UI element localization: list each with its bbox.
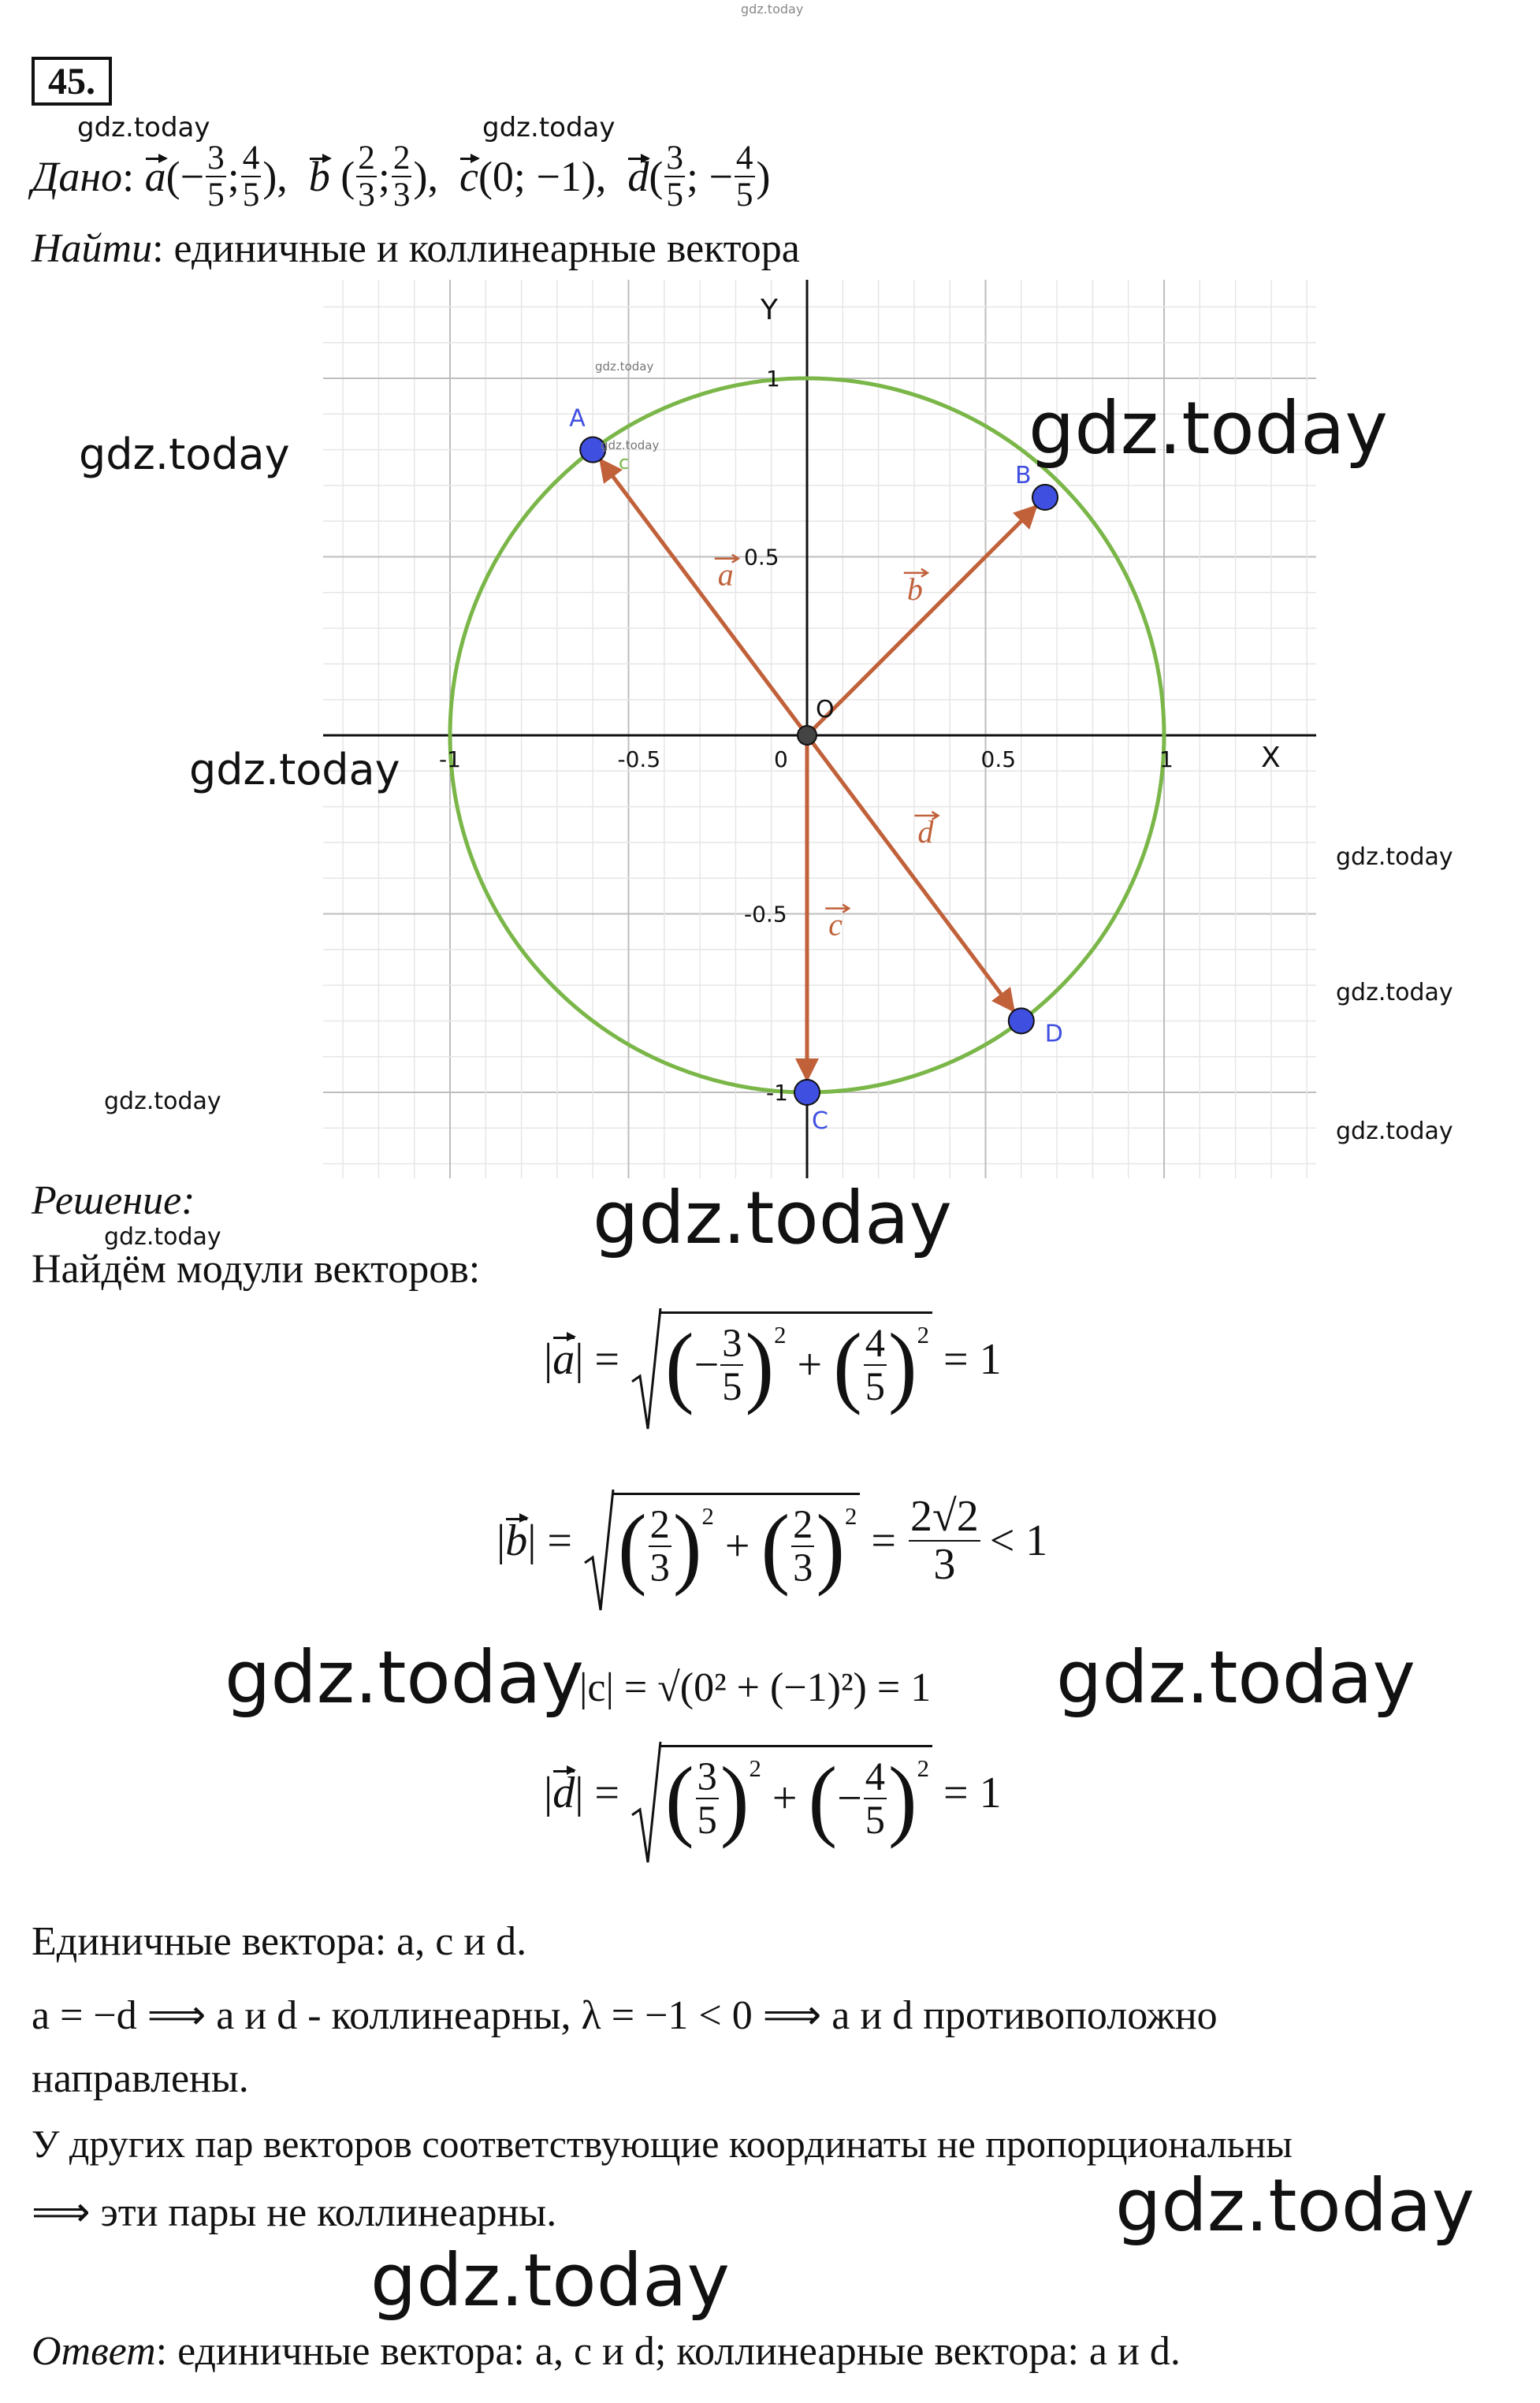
point-label-D: D [1044,1020,1063,1048]
point-label-C: C [812,1107,828,1135]
answer-label: Ответ [32,2329,156,2374]
given-a-x: $\frac{3}{5}$ [207,139,225,214]
collinear-line-2: направлены. [32,2056,249,2101]
given-d-y: $\frac{4}{5}$ [735,139,753,214]
x-tick-label: -0.5 [617,746,661,772]
x-tick-label: -1 [439,746,461,772]
watermark-left-2: gdz.today [189,745,400,794]
point-C [794,1080,820,1105]
watermark-given-2: gdz.today [482,112,616,143]
answer-line [32,2331,1181,2372]
watermark-eq-c-right: gdz.today [1056,1635,1415,1720]
watermark-graph-right: gdz.today [1029,386,1388,471]
equation-a-rhs: = 1 [943,1335,1002,1384]
x-tick-label: 0.5 [980,746,1017,772]
watermark-left-3: gdz.today [104,1088,221,1115]
equation-a: | a | = ( − $\frac{3}{5}$ ) $^2$ + ( $\frac{4}{5}$ ) $^2$ = 1 [544,1300,1002,1419]
problem-number [32,57,112,106]
given-b-y: $\frac{2}{3}$ [392,139,411,214]
equation-d: | d | = ( $\frac{3}{5}$ ) $^2$ + ( − $\frac{4}{5}$ ) $^2$ = 1 [544,1734,1002,1852]
point-D [1009,1008,1034,1033]
vector-b [807,506,1036,735]
other-pairs-line-1: У других пар векторов соответствующие координаты не пропорциональны [32,2122,1293,2166]
vector-label-b: b [906,571,923,607]
given-vector-d: d [627,153,649,201]
vector-label-a: a [717,556,734,593]
watermark-solution: gdz.today [593,1176,952,1260]
vector-d [807,735,1014,1011]
given-vector-c: c [459,153,478,201]
given-vector-b: b [308,153,330,201]
extra-label-c: c [619,452,630,474]
y-tick-label: 0.5 [744,544,779,571]
zero-label: 0 [774,746,788,772]
watermark-left-1: gdz.today [79,430,290,479]
y-tick-label: -0.5 [744,901,787,928]
vector-a [601,459,807,735]
top-watermark: gdz.today [741,2,804,17]
point-label-B: B [1015,461,1032,489]
equation-d-rhs: = 1 [943,1769,1002,1817]
x-tick-label: 1 [1159,746,1174,772]
given-a-y: $\frac{4}{5}$ [242,139,260,214]
graph-small-watermark-1: gdz.today [595,359,654,374]
problem-number-text: 45. [48,60,95,102]
watermark-bottom-left: gdz.today [370,2238,730,2323]
watermark-left-4: gdz.today [104,1223,221,1251]
answer-text: : единичные вектора: a, c и d; коллинеарные вектора: a и d. [155,2329,1181,2374]
equation-b: | b | = ( $\frac{2}{3}$ ) $^2$ + ( $\frac{2}{3}$ ) $^2$ = $\frac{2√2}{3}$ < 1 [497,1482,1047,1600]
watermark-given-1: gdz.today [77,112,210,143]
given-c-coords: (0; −1), [478,153,628,201]
given-b-x: $\frac{2}{3}$ [358,139,375,214]
point-B [1032,485,1058,510]
x-axis-label: X [1261,742,1281,774]
equation-c: |c| = √(0² + (−1)²) = 1 [579,1665,932,1710]
graph-small-watermark-2: gdz.today [601,438,660,452]
origin-label: O [816,696,835,724]
collinear-line-1: a = −d ⟹ a и d - коллинеарны, λ = −1 < 0 ⟹ a и d противоположно [32,1993,1218,2038]
unit-vectors-line: Единичные вектора: a, c и d. [32,1919,527,1964]
vectors [601,459,1036,1080]
find-label: Найти [32,226,153,271]
find-text: : единичные и коллинеарные вектора [152,226,800,271]
y-tick-label: -1 [766,1080,788,1106]
y-axis-label: Y [761,294,778,326]
equation-b-tail: < 1 [989,1516,1048,1565]
origin-point [798,726,816,745]
watermark-right-3: gdz.today [1336,1118,1453,1145]
given-line: Дано : a (− $\frac{3}{5}$ ; $\frac{4}{5}$ ), b ( $\frac{2}{3}$ ; $\frac{2}{3}$ ), c (0; −1), d ( $\frac{3}{5}$ ; − $\frac{4}{5}$ ) [32,139,771,214]
y-tick-label: 1 [766,366,780,392]
solution-heading: Решение: [32,1178,195,1223]
point-label-A: A [569,404,586,433]
given-d-x: $\frac{3}{5}$ [666,139,683,214]
vector-label-d: d [917,813,934,850]
solution-intro: Найдём модули векторов: [32,1247,481,1292]
watermark-right-2: gdz.today [1336,979,1453,1006]
find-line [32,226,800,271]
watermark-right-1: gdz.today [1336,843,1453,871]
other-pairs-line-2: ⟹ эти пары не коллинеарны. [32,2190,557,2235]
watermark-eq-c-left: gdz.today [225,1635,584,1720]
vector-label-c: c [828,906,843,943]
given-vector-a: a [144,153,166,201]
watermark-bottom-right: gdz.today [1115,2163,1475,2248]
given-label: Дано [32,153,123,201]
